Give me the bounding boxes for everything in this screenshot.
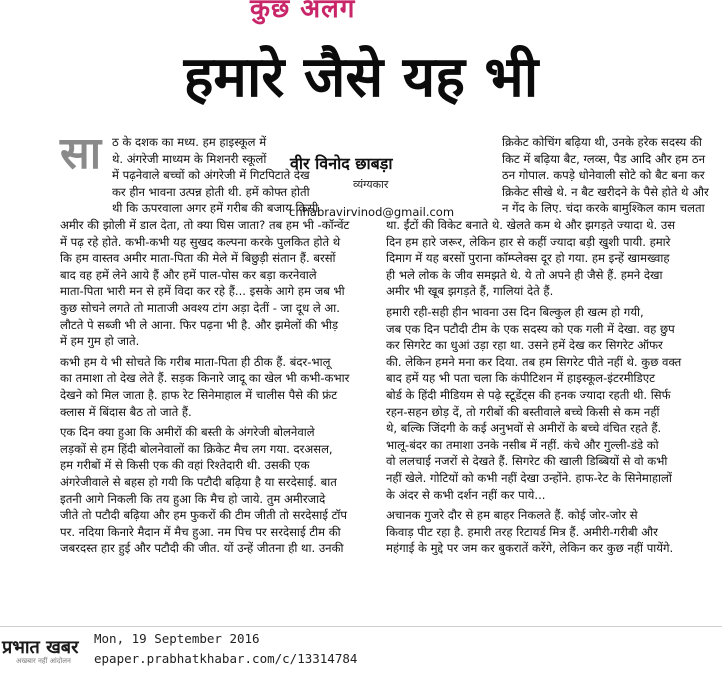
text-line: भालू-बंदर का तमाशा उनके नसीब में नहीं. कंचे और गुल्ली-डंडे को [386, 437, 659, 452]
text-line: बाद वह हमें लेने आये हैं और हमें पाल-पोस कर बड़ा करनेवाले [60, 267, 317, 282]
text-line: माता-पिता भारी मन से हमें विदा कर रहे हैं... इसके आगे हम जब भी [60, 284, 345, 299]
text-line: नहीं खेले. गोटियों को कभी नहीं देखा उन्होंने. हाफ-रेट के सिनेमाहालों [386, 470, 672, 485]
text-line: बोर्ड के हिंदी मीडियम से पढ़े स्टूडेंट्स की हनक ज्यादा रहती थी. सिर्फ [386, 387, 671, 402]
text-line: अचानक गुजरे दौर से हम बाहर निकलते हैं. कोई जोर-जोर से [386, 508, 638, 523]
text-line: महंगाई के मुद्दे पर जम कर बुकरातें करेंगे, लेकिन कर कुछ नहीं पायेंगे. [386, 541, 674, 556]
text-line: किट में बढ़िया बैट, ग्लव्स, पैड आदि और हम ठन [502, 151, 706, 166]
drop-cap: सा [60, 128, 102, 179]
text-line: था. ईंटों की विकेट बनाते थे. खेलते कम थे और झगड़ते ज्यादा थे. उस [386, 218, 676, 232]
text-line: क्रिकेट कोचिंग बढ़िया थी, उनके हरेक सदस्य की [502, 135, 702, 149]
text-line: कर सिगरेट का धुआं उड़ा रहा था. उसने हमें देख कर सिगरेट ऑफर [386, 338, 663, 353]
publication-logo: प्रभात खबर [2, 637, 79, 658]
text-line: न गेंद के लिए. चंदा करके बामुश्किल काम चलता [502, 201, 705, 216]
text-line: दिन हम हारे जरूर, लेकिन हार से कहीं ज्यादा बड़ी खुशी पायी. हमारे [386, 234, 671, 249]
text-line: इतनी आगे निकली कि तय हुआ कि मैच हो जाये. तुम अमीरजादे [60, 491, 326, 506]
text-line: अमीर की झोली में डाल देता, तो क्या घिस जाता? तब हम भी -कॉन्वेंट [60, 218, 350, 232]
text-line: हम गरीबों में से किसी एक की वहां रिश्तेदारी थी. उसकी एक [60, 458, 310, 473]
article-column-left [60, 217, 380, 557]
text-line: एक दिन क्या हुआ कि अमीरों की बस्ती के अंगरेजी बोलनेवाले [60, 425, 315, 440]
text-line: कि हम वास्तव अमीर माता-पिता की मेले में बिछुड़ी संतान हैं. बरसों [60, 251, 336, 266]
section-kicker: कुछ अलग [250, 0, 356, 24]
text-line: में पढ़ रहे होते. कभी-कभी यह सुखद कल्पना करके पुलकित होते थे [60, 234, 341, 249]
text-line: क्रिकेट सीखे थे. न बैट खरीदने के पैसे होते थे और [502, 184, 709, 199]
text-line: थे, बल्कि जिंदगी के कई अनुभवों से अमीरों के बच्चे वंचित रहते हैं. [386, 421, 662, 436]
text-line: में हम गुम हो जाते. [60, 334, 140, 349]
author-name: वीर विनोद छाबड़ा [290, 154, 393, 173]
text-line: ही भले लोक के जीव समझते थे. ये तो अपने ही जैसे हैं. हमने देखा [386, 267, 663, 282]
text-line: लड़कों से हम हिंदी बोलनेवालों का क्रिकेट मैच लग गया. दरअसल, [60, 441, 333, 456]
text-line: अंगरेजीवाले से बहस हो गयी कि पटौदी बढ़िया है या सरदेसाई. बात [60, 474, 337, 489]
text-line: जब एक दिन पटौदी टीम के एक सदस्य को एक गली में देखा. वह छुप [386, 321, 675, 336]
text-line: के अंदर से कभी दर्शन नहीं कर पाये... [386, 487, 546, 502]
text-line: थे. अंगरेजी माध्यम के मिशनरी स्कूलों [112, 151, 267, 166]
text-line: पर. नदिया किनारे मैदान में मैच हुआ. नम पिच पर सरदेसाई टीम की [60, 524, 341, 539]
text-line: क्लास में बिंदास बैठ तो जाते हैं. [60, 404, 192, 419]
text-line: ठ के दशक का मध्य. हम हाइस्कूल में [112, 135, 267, 149]
text-line: देखने को मिल जाता है. हाफ रेट सिनेमाहाल में चालीस पैसे की फ्रंट [60, 387, 338, 402]
article-column-right [386, 217, 710, 557]
text-line: थी कि ऊपरवाला अगर हमें गरीब की बजाय किसी [112, 201, 319, 216]
text-line: बाद हमें यह भी पता चला कि कंपीटिशन में हाइस्कूल-इंटरमीडिएट [386, 371, 655, 386]
text-line: जीते तो पटौदी बढ़िया और हम फुकरों की टीम जीती तो सरदेसाई टॉप [60, 508, 348, 523]
author-role: व्यंग्यकार [353, 178, 389, 191]
publication-tagline: अखबार नहीं आंदोलन [16, 657, 71, 665]
text-line: ठन गोपाल. कपड़े धोनेवाली सोटे को बैट बना कर [502, 168, 705, 183]
headline: हमारे जैसे यह भी [183, 45, 539, 110]
text-line: रहन-सहन छोड़ दें, तो गरीबों की बस्तीवाले बच्चे किसी से कम नहीं [386, 404, 660, 419]
text-line: किवाड़ पीट रहा है. हमारी तरह रिटायर्ड मित्र हैं. अमीरी-गरीबी और [386, 524, 658, 539]
text-line: अमीर भी खूब झगड़ते हैं, गालियां देते हैं. [386, 284, 554, 299]
edition-date: Mon, 19 September 2016 [94, 631, 260, 646]
text-line: लौटते पे सब्जी भी ले आना. फिर पढ़ना भी है. और झमेलों की भीड़ [60, 317, 339, 332]
text-line: दिमाग में यह बरसों पुराना कॉम्प्लेक्स दूर हो गया. हम इन्हें खामख्वाह [386, 251, 670, 266]
text-line: हमारी रही-सही हीन भावना उस दिन बिल्कुल ही खत्म हो गयी, [386, 304, 644, 319]
text-line: की. लेकिन हमने मना कर दिया. तब हम सिगरेट पीते नहीं थे. कुछ वक्त [386, 354, 682, 369]
text-line: कभी हम ये भी सोचते कि गरीब माता-पिता ही ठीक हैं. बंदर-भालू [60, 354, 331, 369]
article-column-right-top [502, 134, 710, 217]
text-line: जबरदस्त हार हुई और पटौदी की जीत. यों उन्हें जीतना ही था. उनकी [60, 541, 344, 556]
text-line: का तमाशा तो देख लेते हैं. सड़क किनारे जादू का खेल भी कभी-कभार [60, 371, 350, 386]
text-line: में पढ़नेवाले बच्चों को अंगरेजी में गिटपिटाते देख [112, 168, 310, 183]
text-line: वो ललचाई नजरों से देखते हैं. सिगरेट की खाली डिब्बियों से वो कभी [386, 454, 668, 469]
article-column-left-top [112, 134, 319, 217]
text-line: कर हीन भावना उत्पन्न होती थी. हमें कोफ्त होती [112, 184, 310, 199]
page-footer [0, 626, 722, 675]
author-email: chhabravirvinod@gmail.com [289, 205, 455, 219]
text-line: कुछ सोचने लगते तो माताजी अवश्य टांग अड़ा देतीं - जा दूध ले आ. [60, 300, 340, 315]
epaper-url: epaper.prabhatkhabar.com/c/13314784 [94, 651, 358, 666]
